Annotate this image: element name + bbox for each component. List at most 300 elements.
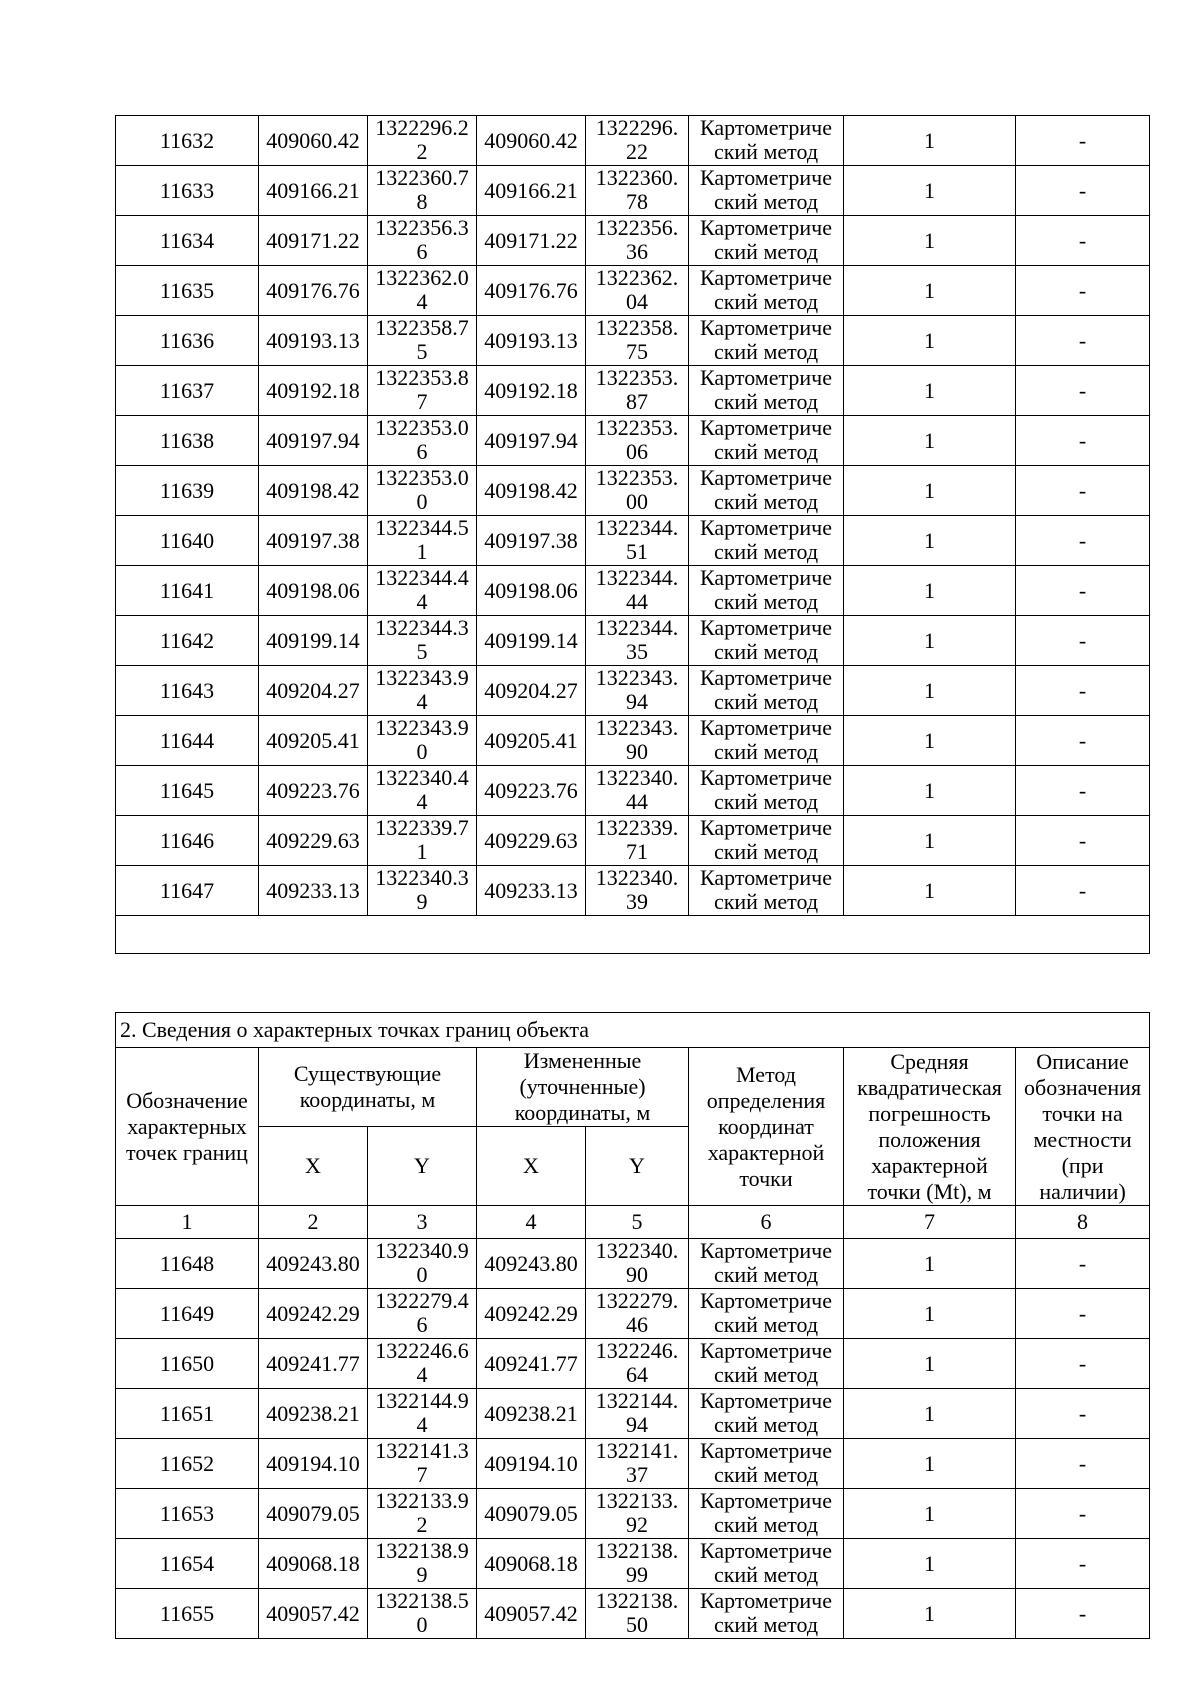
- header-changed-coords: Измененные (уточненные) координаты, м: [477, 1048, 689, 1127]
- method-line2: ский метод: [713, 1612, 819, 1637]
- column-number-8: 8: [1016, 1206, 1150, 1239]
- existing-y-line2: 0: [416, 1612, 428, 1637]
- existing-y-line1: 1322343.9: [375, 715, 469, 740]
- existing-y-line1: 1322344.4: [375, 565, 469, 590]
- point-id: 11640: [116, 516, 259, 566]
- changed-y-line2: 64: [626, 1362, 648, 1387]
- method-line2: ский метод: [713, 639, 819, 664]
- changed-x: 409193.13: [477, 316, 586, 366]
- changed-y-line1: 1322340.: [595, 865, 679, 890]
- table-row: [116, 1339, 1150, 1389]
- existing-y-line1: 1322344.5: [375, 515, 469, 540]
- existing-y-line1: 1322340.9: [375, 1238, 469, 1263]
- changed-y: [586, 866, 689, 916]
- accuracy-mt: 1: [844, 116, 1016, 166]
- header-existing-x: X: [259, 1127, 368, 1206]
- method-line1: Картометриче: [700, 715, 832, 740]
- existing-y-line2: 9: [416, 889, 428, 914]
- changed-y: [586, 166, 689, 216]
- boundary-points-table-continued: [115, 115, 1150, 954]
- changed-x: 409079.05: [477, 1489, 586, 1539]
- table-row: [116, 366, 1150, 416]
- method-line2: ский метод: [713, 439, 819, 464]
- point-id: 11645: [116, 766, 259, 816]
- method-line2: ский метод: [713, 1412, 819, 1437]
- point-description: -: [1016, 566, 1150, 616]
- accuracy-mt: 1: [844, 666, 1016, 716]
- point-id: 11637: [116, 366, 259, 416]
- column-number-5: 5: [586, 1206, 689, 1239]
- existing-y-line2: 4: [416, 289, 428, 314]
- method-line1: Картометриче: [700, 615, 832, 640]
- header-changed-y: Y: [586, 1127, 689, 1206]
- changed-x: 409229.63: [477, 816, 586, 866]
- table-row: [116, 1439, 1150, 1489]
- method-line1: Картометриче: [700, 1588, 832, 1613]
- existing-x: 409198.06: [259, 566, 368, 616]
- changed-x: 409176.76: [477, 266, 586, 316]
- existing-y-line2: 0: [416, 1262, 428, 1287]
- changed-x: 409241.77: [477, 1339, 586, 1389]
- method-line1: Картометриче: [700, 415, 832, 440]
- changed-y-line2: 39: [626, 889, 648, 914]
- point-id: 11644: [116, 716, 259, 766]
- method-line1: Картометриче: [700, 565, 832, 590]
- method-line1: Картометриче: [700, 315, 832, 340]
- existing-x: 409198.42: [259, 466, 368, 516]
- existing-x: 409176.76: [259, 266, 368, 316]
- changed-y: [586, 716, 689, 766]
- changed-y-line1: 1322144.: [595, 1388, 679, 1413]
- method-line2: ский метод: [713, 739, 819, 764]
- point-description: -: [1016, 616, 1150, 666]
- existing-x: 409233.13: [259, 866, 368, 916]
- boundary-points-table: [115, 1012, 1150, 1639]
- changed-y-line1: 1322246.: [595, 1338, 679, 1363]
- existing-x: 409229.63: [259, 816, 368, 866]
- existing-y: [368, 666, 477, 716]
- existing-y: [368, 116, 477, 166]
- table-row: [116, 216, 1150, 266]
- accuracy-mt: 1: [844, 466, 1016, 516]
- point-description: -: [1016, 1489, 1150, 1539]
- changed-y-line2: 36: [626, 239, 648, 264]
- method: [689, 766, 844, 816]
- changed-y-line2: 75: [626, 339, 648, 364]
- table-row: [116, 1389, 1150, 1439]
- existing-y-line2: 8: [416, 189, 428, 214]
- header-existing-coords: Существующие координаты, м: [259, 1048, 477, 1127]
- point-description: -: [1016, 166, 1150, 216]
- method-line2: ский метод: [713, 1262, 819, 1287]
- point-description: -: [1016, 366, 1150, 416]
- method: [689, 216, 844, 266]
- existing-y: [368, 616, 477, 666]
- point-id: 11642: [116, 616, 259, 666]
- changed-y-line1: 1322353.: [595, 465, 679, 490]
- changed-y-line1: 1322343.: [595, 715, 679, 740]
- existing-y-line2: 0: [416, 489, 428, 514]
- changed-y-line2: 90: [626, 739, 648, 764]
- accuracy-mt: 1: [844, 1389, 1016, 1439]
- changed-y-line1: 1322344.: [595, 515, 679, 540]
- existing-y: [368, 566, 477, 616]
- changed-y-line2: 35: [626, 639, 648, 664]
- changed-y-line2: 99: [626, 1562, 648, 1587]
- existing-y-line1: 1322356.3: [375, 215, 469, 240]
- existing-x: 409238.21: [259, 1389, 368, 1439]
- changed-y-line1: 1322340.: [595, 1238, 679, 1263]
- table-row: [116, 666, 1150, 716]
- changed-x: 409166.21: [477, 166, 586, 216]
- changed-y-line1: 1322340.: [595, 765, 679, 790]
- changed-y: [586, 766, 689, 816]
- changed-y: [586, 516, 689, 566]
- existing-x: 409204.27: [259, 666, 368, 716]
- accuracy-mt: 1: [844, 616, 1016, 666]
- table-row: [116, 1539, 1150, 1589]
- table-row: [116, 1589, 1150, 1639]
- existing-y: [368, 316, 477, 366]
- table-row: [116, 466, 1150, 516]
- existing-y: [368, 166, 477, 216]
- changed-y: [586, 666, 689, 716]
- existing-x: 409171.22: [259, 216, 368, 266]
- point-id: 11654: [116, 1539, 259, 1589]
- empty-row: [116, 916, 1150, 954]
- changed-x: 409192.18: [477, 366, 586, 416]
- method-line2: ский метод: [713, 1462, 819, 1487]
- existing-y-line1: 1322340.3: [375, 865, 469, 890]
- existing-y-line1: 1322138.9: [375, 1538, 469, 1563]
- changed-x: 409233.13: [477, 866, 586, 916]
- method-line2: ский метод: [713, 339, 819, 364]
- changed-x: 409068.18: [477, 1539, 586, 1589]
- column-number-2: 2: [259, 1206, 368, 1239]
- changed-x: 409194.10: [477, 1439, 586, 1489]
- method: [689, 1239, 844, 1289]
- changed-y-line1: 1322138.: [595, 1588, 679, 1613]
- existing-y-line1: 1322344.3: [375, 615, 469, 640]
- existing-y: [368, 366, 477, 416]
- changed-y-line2: 94: [626, 1412, 648, 1437]
- changed-x: 409204.27: [477, 666, 586, 716]
- point-id: 11641: [116, 566, 259, 616]
- changed-y-line1: 1322344.: [595, 565, 679, 590]
- existing-y-line2: 1: [416, 539, 428, 564]
- changed-y: [586, 366, 689, 416]
- method: [689, 716, 844, 766]
- existing-y-line2: 4: [416, 589, 428, 614]
- point-description: -: [1016, 316, 1150, 366]
- point-id: 11636: [116, 316, 259, 366]
- changed-x: 409057.42: [477, 1589, 586, 1639]
- method-line2: ский метод: [713, 1562, 819, 1587]
- method-line2: ский метод: [713, 389, 819, 414]
- point-description: -: [1016, 466, 1150, 516]
- changed-y: [586, 316, 689, 366]
- point-id: 11652: [116, 1439, 259, 1489]
- changed-y-line1: 1322343.: [595, 665, 679, 690]
- point-id: 11643: [116, 666, 259, 716]
- existing-y-line2: 5: [416, 639, 428, 664]
- changed-y-line2: 92: [626, 1512, 648, 1537]
- changed-y-line1: 1322344.: [595, 615, 679, 640]
- existing-y-line2: 6: [416, 439, 428, 464]
- table-row: [116, 1289, 1150, 1339]
- point-description: -: [1016, 766, 1150, 816]
- accuracy-mt: 1: [844, 866, 1016, 916]
- changed-y-line1: 1322360.: [595, 165, 679, 190]
- method-line2: ский метод: [713, 839, 819, 864]
- method-line1: Картометриче: [700, 365, 832, 390]
- existing-y-line1: 1322343.9: [375, 665, 469, 690]
- existing-y-line1: 1322353.0: [375, 415, 469, 440]
- changed-y-line1: 1322362.: [595, 265, 679, 290]
- point-description: -: [1016, 516, 1150, 566]
- point-id: 11655: [116, 1589, 259, 1639]
- header-designation: Обозначение характерных точек границ: [116, 1048, 259, 1206]
- accuracy-mt: 1: [844, 316, 1016, 366]
- existing-y: [368, 766, 477, 816]
- header-description: Описание обозначения точки на местности (при наличии): [1016, 1048, 1150, 1206]
- existing-y-line1: 1322141.3: [375, 1438, 469, 1463]
- empty-cell: [116, 916, 1150, 954]
- method: [689, 466, 844, 516]
- point-description: -: [1016, 866, 1150, 916]
- method-line2: ский метод: [713, 189, 819, 214]
- method-line1: Картометриче: [700, 1538, 832, 1563]
- point-description: -: [1016, 1389, 1150, 1439]
- existing-y: [368, 1589, 477, 1639]
- method-line2: ский метод: [713, 1512, 819, 1537]
- method-line2: ский метод: [713, 539, 819, 564]
- changed-y-line1: 1322339.: [595, 815, 679, 840]
- method: [689, 566, 844, 616]
- method-line2: ский метод: [713, 689, 819, 714]
- changed-x: 409198.06: [477, 566, 586, 616]
- changed-y-line1: 1322296.: [595, 115, 679, 140]
- point-id: 11647: [116, 866, 259, 916]
- method-line1: Картометриче: [700, 665, 832, 690]
- changed-x: 409243.80: [477, 1239, 586, 1289]
- method: [689, 616, 844, 666]
- changed-y-line1: 1322138.: [595, 1538, 679, 1563]
- existing-x: 409243.80: [259, 1239, 368, 1289]
- existing-x: 409242.29: [259, 1289, 368, 1339]
- existing-y: [368, 1289, 477, 1339]
- changed-x: 409197.94: [477, 416, 586, 466]
- table-row: [116, 116, 1150, 166]
- existing-y: [368, 466, 477, 516]
- point-description: -: [1016, 1439, 1150, 1489]
- point-description: -: [1016, 1339, 1150, 1389]
- changed-y: [586, 1589, 689, 1639]
- point-id: 11646: [116, 816, 259, 866]
- table-row: [116, 866, 1150, 916]
- existing-x: 409197.38: [259, 516, 368, 566]
- changed-x: 409171.22: [477, 216, 586, 266]
- changed-y-line2: 78: [626, 189, 648, 214]
- existing-y-line1: 1322133.9: [375, 1488, 469, 1513]
- existing-y: [368, 516, 477, 566]
- column-number-3: 3: [368, 1206, 477, 1239]
- existing-y-line1: 1322353.0: [375, 465, 469, 490]
- existing-x: 409197.94: [259, 416, 368, 466]
- changed-y-line2: 46: [626, 1312, 648, 1337]
- method: [689, 1389, 844, 1439]
- point-description: -: [1016, 666, 1150, 716]
- changed-x: 409223.76: [477, 766, 586, 816]
- method: [689, 1439, 844, 1489]
- changed-x: 409242.29: [477, 1289, 586, 1339]
- existing-y-line2: 4: [416, 1362, 428, 1387]
- column-number-4: 4: [477, 1206, 586, 1239]
- existing-x: 409060.42: [259, 116, 368, 166]
- method-line2: ский метод: [713, 1312, 819, 1337]
- point-id: 11651: [116, 1389, 259, 1439]
- changed-y: [586, 816, 689, 866]
- existing-y-line2: 0: [416, 739, 428, 764]
- existing-y-line2: 4: [416, 689, 428, 714]
- changed-y-line2: 37: [626, 1462, 648, 1487]
- changed-y-line2: 00: [626, 489, 648, 514]
- method: [689, 1589, 844, 1639]
- existing-y: [368, 1239, 477, 1289]
- changed-y: [586, 216, 689, 266]
- point-description: -: [1016, 416, 1150, 466]
- accuracy-mt: 1: [844, 1239, 1016, 1289]
- method-line1: Картометриче: [700, 1338, 832, 1363]
- method-line1: Картометриче: [700, 1288, 832, 1313]
- accuracy-mt: 1: [844, 716, 1016, 766]
- existing-x: 409241.77: [259, 1339, 368, 1389]
- existing-y-line2: 1: [416, 839, 428, 864]
- point-id: 11639: [116, 466, 259, 516]
- header-accuracy: Средняя квадратическая погрешность положения характерной точки (Mt), м: [844, 1048, 1016, 1206]
- changed-x: 409199.14: [477, 616, 586, 666]
- method: [689, 866, 844, 916]
- existing-y-line2: 2: [416, 1512, 428, 1537]
- existing-y-line1: 1322246.6: [375, 1338, 469, 1363]
- method-line1: Картометриче: [700, 865, 832, 890]
- existing-y-line2: 4: [416, 1412, 428, 1437]
- point-id: 11633: [116, 166, 259, 216]
- accuracy-mt: 1: [844, 1439, 1016, 1489]
- changed-y-line2: 50: [626, 1612, 648, 1637]
- point-id: 11632: [116, 116, 259, 166]
- changed-y: [586, 566, 689, 616]
- table-row: [116, 1489, 1150, 1539]
- existing-y-line2: 7: [416, 389, 428, 414]
- method-line2: ский метод: [713, 289, 819, 314]
- existing-y-line1: 1322358.7: [375, 315, 469, 340]
- method-line1: Картометриче: [700, 815, 832, 840]
- accuracy-mt: 1: [844, 1539, 1016, 1589]
- method-line2: ский метод: [713, 139, 819, 164]
- changed-x: 409060.42: [477, 116, 586, 166]
- method: [689, 116, 844, 166]
- table-row: [116, 766, 1150, 816]
- method: [689, 166, 844, 216]
- table2-body: [116, 1239, 1150, 1639]
- method-line1: Картометриче: [700, 515, 832, 540]
- table1-body: [116, 116, 1150, 954]
- changed-x: 409197.38: [477, 516, 586, 566]
- existing-y-line1: 1322138.5: [375, 1588, 469, 1613]
- point-id: 11634: [116, 216, 259, 266]
- method: [689, 1289, 844, 1339]
- method: [689, 516, 844, 566]
- changed-x: 409198.42: [477, 466, 586, 516]
- changed-y: [586, 1389, 689, 1439]
- method-line1: Картометриче: [700, 1438, 832, 1463]
- existing-y-line1: 1322353.8: [375, 365, 469, 390]
- method-line2: ский метод: [713, 889, 819, 914]
- method: [689, 1339, 844, 1389]
- point-id: 11638: [116, 416, 259, 466]
- changed-y: [586, 1289, 689, 1339]
- point-id: 11649: [116, 1289, 259, 1339]
- method: [689, 266, 844, 316]
- changed-y-line1: 1322356.: [595, 215, 679, 240]
- existing-y: [368, 416, 477, 466]
- method-line1: Картометриче: [700, 1388, 832, 1413]
- existing-y-line2: 4: [416, 789, 428, 814]
- accuracy-mt: 1: [844, 266, 1016, 316]
- changed-y-line1: 1322133.: [595, 1488, 679, 1513]
- existing-x: 409223.76: [259, 766, 368, 816]
- section-title: 2. Сведения о характерных точках границ объекта: [116, 1013, 1150, 1048]
- method: [689, 1539, 844, 1589]
- existing-y: [368, 266, 477, 316]
- point-id: 11648: [116, 1239, 259, 1289]
- changed-y-line2: 90: [626, 1262, 648, 1287]
- changed-y: [586, 1439, 689, 1489]
- existing-x: 409192.18: [259, 366, 368, 416]
- point-description: -: [1016, 266, 1150, 316]
- changed-x: 409205.41: [477, 716, 586, 766]
- changed-y-line2: 44: [626, 589, 648, 614]
- header-method: Метод определения координат характерной точки: [689, 1048, 844, 1206]
- accuracy-mt: 1: [844, 816, 1016, 866]
- table-row: [116, 1239, 1150, 1289]
- column-number-7: 7: [844, 1206, 1016, 1239]
- point-id: 11635: [116, 266, 259, 316]
- method: [689, 1489, 844, 1539]
- existing-x: 409193.13: [259, 316, 368, 366]
- point-description: -: [1016, 1589, 1150, 1639]
- changed-x: 409238.21: [477, 1389, 586, 1439]
- existing-x: 409194.10: [259, 1439, 368, 1489]
- existing-y: [368, 1439, 477, 1489]
- table-row: [116, 716, 1150, 766]
- existing-y: [368, 1339, 477, 1389]
- table-row: [116, 566, 1150, 616]
- accuracy-mt: 1: [844, 216, 1016, 266]
- changed-y: [586, 116, 689, 166]
- existing-x: 409166.21: [259, 166, 368, 216]
- header-existing-y: Y: [368, 1127, 477, 1206]
- method-line2: ский метод: [713, 489, 819, 514]
- changed-y-line1: 1322358.: [595, 315, 679, 340]
- changed-y: [586, 616, 689, 666]
- point-id: 11653: [116, 1489, 259, 1539]
- method: [689, 366, 844, 416]
- changed-y-line2: 94: [626, 689, 648, 714]
- method-line1: Картометриче: [700, 165, 832, 190]
- changed-y: [586, 1339, 689, 1389]
